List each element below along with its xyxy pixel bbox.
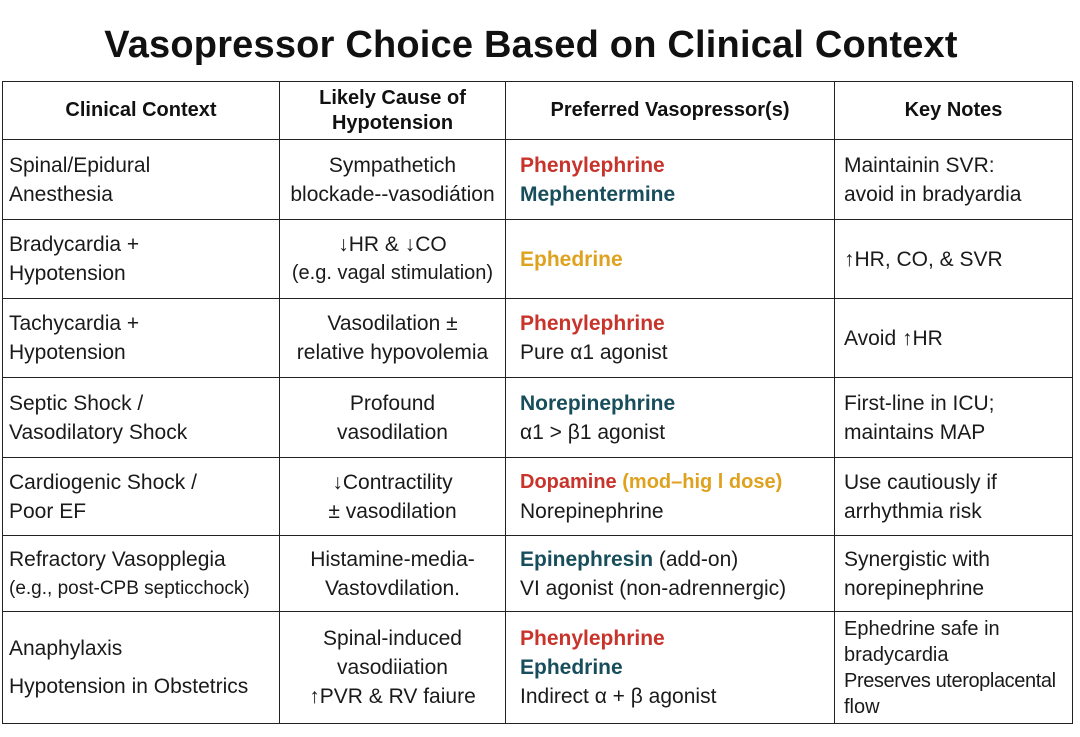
context-cell (3, 536, 280, 612)
notes-cell (835, 378, 1073, 458)
notes-line: norepinephrine (844, 576, 985, 600)
header-clinical-context: Clinical Context (3, 82, 280, 140)
cause-line: Histamine-media- (310, 547, 475, 571)
vasopressor-table (2, 81, 1073, 724)
table-row (3, 458, 1073, 536)
cause-line: Profound (349, 391, 436, 415)
cause-line: Vasodilation ± (327, 312, 458, 335)
cause-cell (280, 299, 506, 378)
cause-cell (280, 612, 506, 724)
vasopressor-cell (506, 220, 835, 299)
context-line: Cardiogenic Shock / (9, 470, 197, 494)
context-line: (e.g., post-CPB septicchock) (9, 577, 250, 599)
notes-cell (835, 299, 1073, 378)
notes-line: flow (844, 695, 880, 718)
vasopressor-line (520, 545, 834, 574)
vasopressor-detail: Indirect α + β agonist (520, 685, 717, 708)
cause-line: blockade--vasodiátion (290, 182, 495, 206)
vasopressor-drug: Phenylephrine (520, 627, 665, 650)
notes-line: Synergistic with (844, 547, 990, 571)
table-row (3, 536, 1073, 612)
vasopressor-cell (506, 140, 835, 220)
vasopressor-drug: Epinephresin (520, 547, 654, 571)
vasopressor-cell (506, 378, 835, 458)
vasopressor-drug: Dopamine (520, 470, 617, 493)
header-row (3, 82, 1073, 140)
notes-line: Use cautiously if (844, 470, 997, 494)
table-row (3, 140, 1073, 220)
notes-line: First-line in ICU; (844, 391, 995, 415)
context-line: Hypotension (9, 262, 126, 285)
vasopressor-drug: Ephedrine (520, 656, 623, 679)
vasopressor-detail: VI agonist (non-adrennergic) (520, 576, 787, 600)
cause-cell (280, 220, 506, 299)
cause-line: Vastovdilation. (324, 576, 461, 600)
notes-line: Preserves uteroplacental (844, 669, 1056, 692)
table-row (3, 220, 1073, 299)
cause-line: Spinal-induced (323, 627, 462, 650)
context-cell (3, 458, 280, 536)
vasopressor-addon: (add-on) (658, 547, 739, 571)
cause-cell (280, 140, 506, 220)
header-likely-cause-line2: Hypotension (331, 111, 454, 134)
context-cell (3, 378, 280, 458)
notes-cell (835, 140, 1073, 220)
notes-line: arrhythmia risk (844, 499, 982, 523)
cause-line: vasodiiation (337, 656, 448, 679)
notes-cell (835, 536, 1073, 612)
vasopressor-detail: α1 > β1 agonist (520, 420, 666, 444)
context-line: Hypotension (9, 341, 126, 364)
context-cell (3, 140, 280, 220)
context-line: Spinal/Epidural (9, 153, 151, 177)
vasopressor-detail: Norepinephrine (520, 499, 664, 523)
notes-line: maintains MAP (844, 420, 986, 444)
vasopressor-cell (506, 612, 835, 724)
cause-cell (280, 458, 506, 536)
context-line: Anaphylaxis (9, 637, 123, 660)
cause-cell (280, 536, 506, 612)
cause-cell (280, 378, 506, 458)
notes-line: bradycardia (844, 643, 949, 666)
vasopressor-drug: Norepinephrine (520, 391, 676, 415)
vasopressor-cell (506, 536, 835, 612)
table-row (3, 378, 1073, 458)
vasopressor-detail: Pure α1 agonist (520, 341, 668, 364)
notes-line: ↑HR, CO, & SVR (844, 247, 1003, 271)
notes-line: Avoid ↑HR (844, 326, 943, 350)
cause-line: ↓HR & ↓CO (338, 233, 447, 256)
vasopressor-drug: Mephentermine (520, 182, 676, 206)
header-key-notes: Key Notes (835, 82, 1073, 140)
cause-line: ↑PVR & RV faiure (309, 685, 476, 708)
notes-cell (835, 458, 1073, 536)
cause-line: vasodilation (337, 420, 448, 444)
page-title: Vasopressor Choice Based on Clinical Context (104, 24, 958, 66)
context-cell (3, 612, 280, 724)
vasopressor-dose: (mod–hig l dose) (622, 470, 783, 493)
context-line: Tachycardia + (9, 312, 140, 335)
context-line: Bradycardia + (9, 233, 140, 256)
notes-line: Maintainin SVR: (844, 153, 995, 177)
context-cell (3, 299, 280, 378)
context-line: Vasodilatory Shock (9, 420, 188, 444)
context-line: Refractory Vasopplegia (9, 547, 226, 571)
notes-cell (835, 220, 1073, 299)
context-line: Poor EF (9, 499, 87, 523)
header-likely-cause-line1: Likely Cause of (319, 86, 466, 109)
table-row (3, 612, 1073, 724)
cause-line: (e.g. vagal stimulation) (291, 262, 494, 284)
vasopressor-line (520, 468, 834, 497)
context-line: Hypotension in Obstetrics (9, 675, 249, 698)
vasopressor-cell (506, 458, 835, 536)
cause-line: ↓Contractility (332, 470, 453, 494)
cause-line: Sympathetich (328, 153, 457, 177)
vasopressor-cell (506, 299, 835, 378)
header-likely-cause (280, 82, 506, 140)
context-cell (3, 220, 280, 299)
cause-line: ± vasodilation (328, 499, 457, 523)
cause-line: relative hypovolemia (296, 341, 489, 364)
vasopressor-drug: Phenylephrine (520, 153, 665, 177)
vasopressor-drug: Ephedrine (520, 247, 623, 271)
header-preferred-vasopressor: Preferred Vasopressor(s) (506, 82, 835, 140)
vasopressor-drug: Phenylephrine (520, 312, 665, 335)
notes-line: Ephedrine safe in (844, 617, 1000, 640)
notes-line: avoid in bradyardia (844, 182, 1022, 206)
notes-cell (835, 612, 1073, 724)
context-line: Septic Shock / (9, 391, 144, 415)
context-line: Anesthesia (9, 182, 113, 206)
table-row (3, 299, 1073, 378)
